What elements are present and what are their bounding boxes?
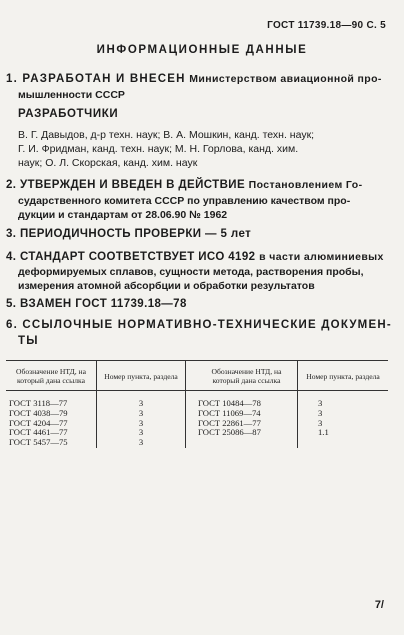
table-cell: 3 [318, 407, 323, 418]
section-1-line2: мышленности СССР [18, 89, 125, 101]
table-cell: ГОСТ 3118—77 [9, 398, 68, 408]
table-cell: ГОСТ 11069—74 [198, 407, 261, 418]
section-2-heading: 2. УТВЕРЖДЕН И ВВЕДЕН В ДЕЙСТВИЕ [6, 179, 246, 191]
section-6-heading: 6. ССЫЛОЧНЫЕ НОРМАТИВНО-ТЕХНИЧЕСКИЕ ДОКУМЕН- [6, 319, 392, 331]
table-cell: 3 [318, 398, 323, 408]
section-1-text: Министерством авиационной про- [189, 73, 382, 85]
section-4-heading: 4. СТАНДАРТ СООТВЕТСТВУЕТ ИСО 4192 [6, 251, 256, 263]
table-header-doc: Обозначение НТД, на который дана ссылка [186, 361, 298, 391]
table-cell: ГОСТ 5457—75 [9, 437, 68, 448]
table-cell: 3 [138, 398, 144, 408]
section-5-heading: 5. ВЗАМЕН ГОСТ 11739.18—78 [6, 298, 187, 310]
reference-documents-table [6, 360, 388, 448]
section-2 [6, 178, 362, 192]
section-6-heading-cont: ТЫ [18, 335, 39, 347]
section-4 [6, 250, 384, 264]
section-2-line3: дукции и стандартам от 28.06.90 № 1962 [18, 209, 228, 221]
section-3 [6, 228, 251, 240]
section-2-text: Постановлением Го- [248, 179, 363, 191]
section-4-line2: деформируемых сплавов, сущности метода, растворения пробы, [18, 266, 364, 278]
section-4-text: в части алюминиевых [259, 251, 384, 263]
table-cell: 3 [138, 437, 144, 448]
table-header-doc: Обозначение НТД, на который дана ссылка [6, 361, 97, 391]
section-4-line3: измерения атомной абсорбции и обработки результатов [18, 280, 315, 292]
table-cell-num-left [97, 391, 186, 448]
table-cell: ГОСТ 10484—78 [198, 398, 261, 408]
section-1-heading: 1. РАЗРАБОТАН И ВНЕСЕН [6, 73, 186, 85]
table-cell: ГОСТ 22861—77 [198, 417, 261, 428]
developers-line: Г. И. Фридман, канд. техн. наук; М. Н. Горлова, канд. хим. [18, 143, 299, 155]
table-cell-doc-left [6, 391, 97, 448]
section-1 [6, 72, 382, 86]
table-header-item: Номер пункта, раздела [298, 361, 389, 391]
table-row [6, 391, 388, 448]
table-cell: ГОСТ 25086—87 [198, 427, 261, 438]
table-cell: 1.1 [318, 427, 329, 438]
section-3-text: — 5 лет [205, 228, 252, 240]
table-cell: 3 [138, 407, 144, 418]
page-title: ИНФОРМАЦИОННЫЕ ДАННЫЕ [96, 44, 308, 56]
page-number: 7/ [374, 599, 384, 611]
table-cell: ГОСТ 4204—77 [9, 417, 68, 428]
table-cell: ГОСТ 4038—79 [9, 407, 68, 418]
table-cell: 3 [138, 417, 144, 428]
table-header-item: Номер пункта, раздела [97, 361, 186, 391]
developers-line: В. Г. Давыдов, д-р техн. наук; В. А. Мошкин, канд. техн. наук; [18, 129, 315, 141]
section-3-heading: 3. ПЕРИОДИЧНОСТЬ ПРОВЕРКИ [6, 228, 202, 240]
section-2-line2: сударственного комитета СССР по управлению качеством про- [18, 195, 351, 207]
table-header-row [6, 361, 388, 391]
table-cell: ГОСТ 4461—77 [9, 427, 68, 438]
table-cell-num-right [298, 391, 389, 448]
table-cell: 3 [138, 427, 144, 438]
table-cell: 3 [318, 417, 323, 428]
developers-line: наук; О. Л. Скорская, канд. хим. наук [18, 157, 198, 169]
developers-list [18, 128, 390, 170]
document-header: ГОСТ 11739.18—90 С. 5 [267, 20, 386, 31]
developers-heading: РАЗРАБОТЧИКИ [18, 108, 119, 120]
table-cell-doc-right [186, 391, 298, 448]
